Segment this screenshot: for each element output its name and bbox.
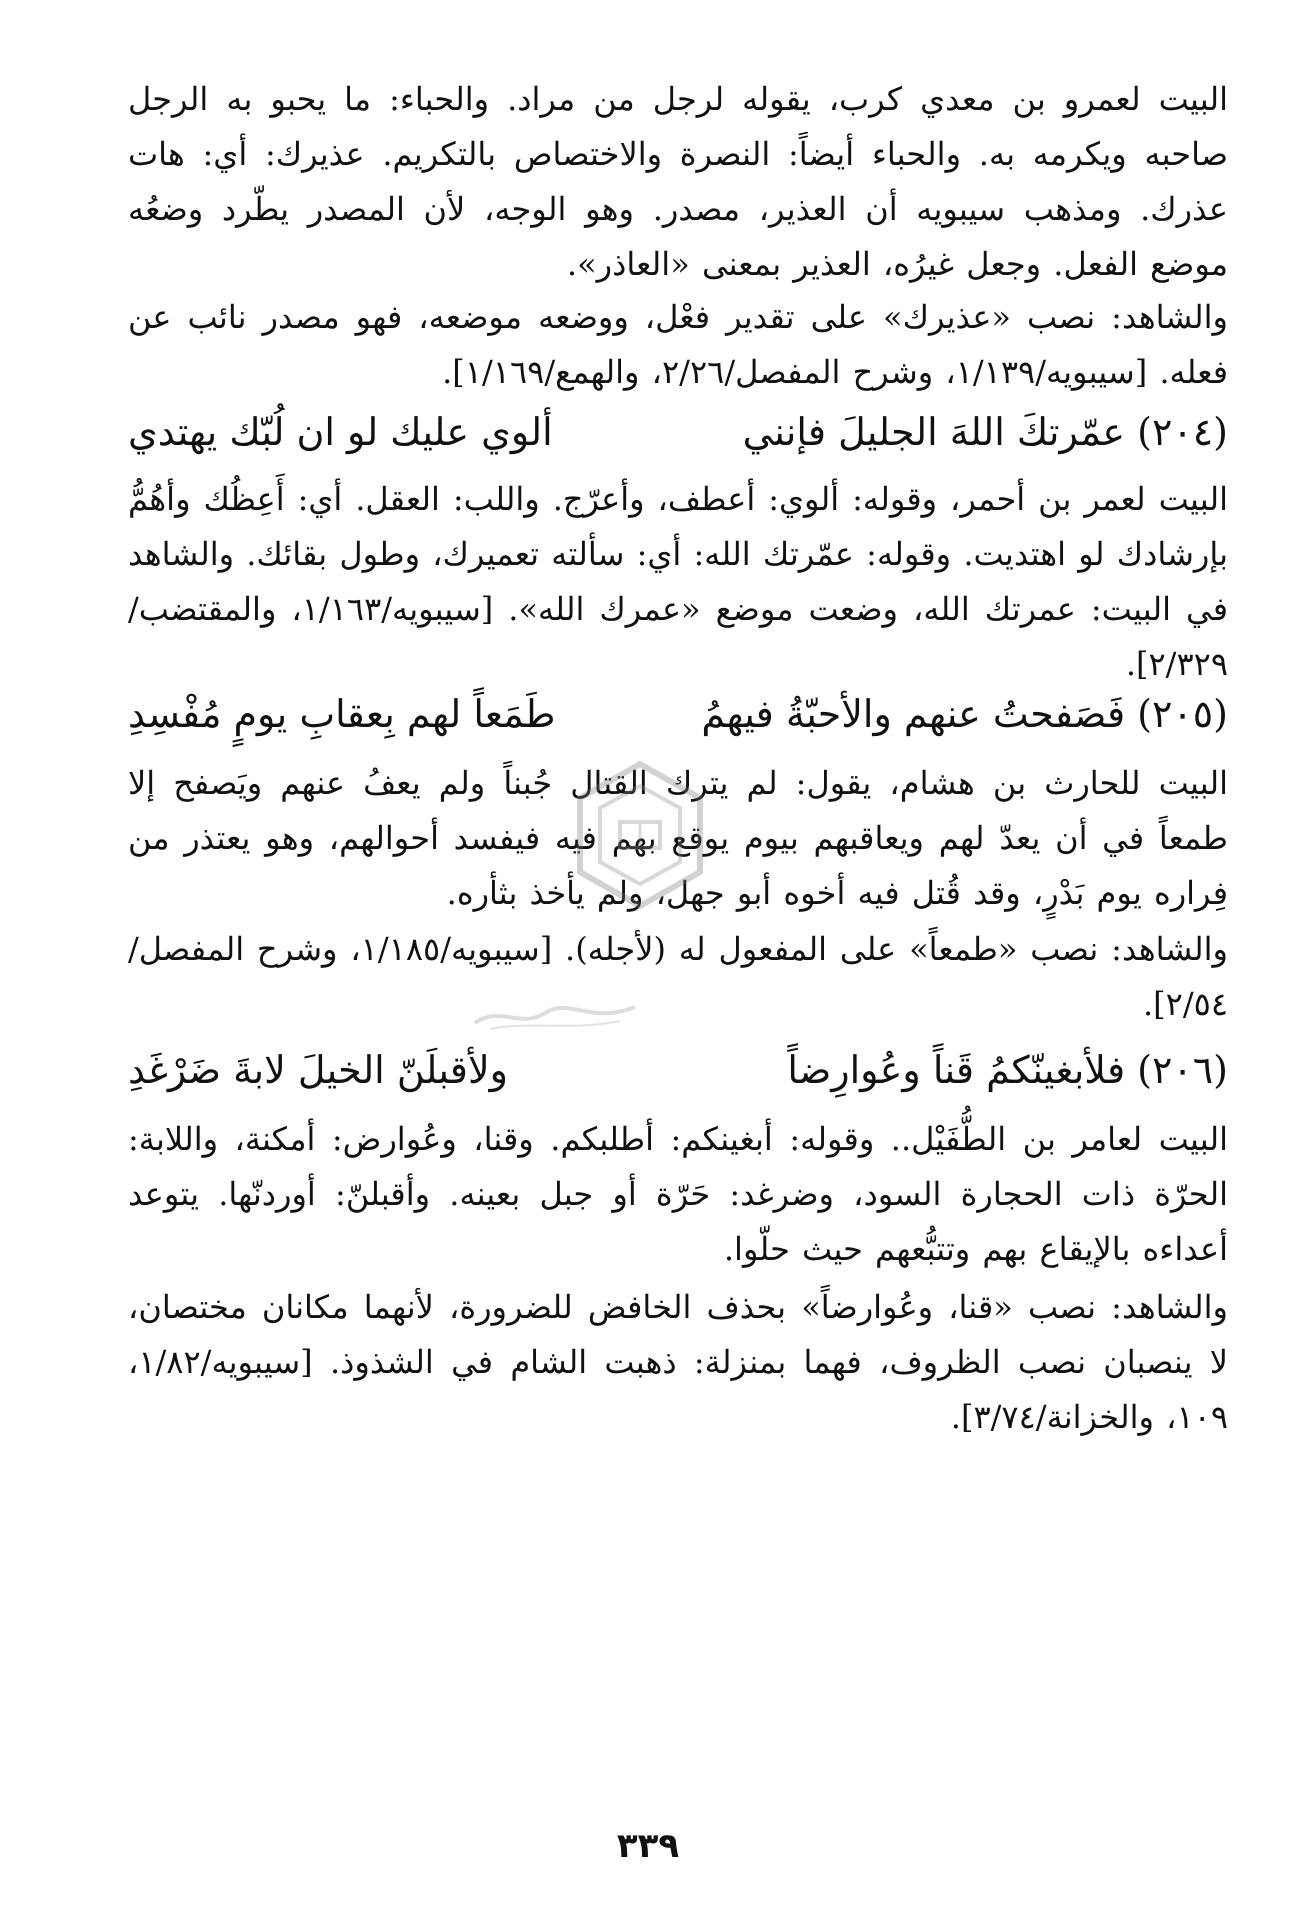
commentary-paragraph: البيت لعمرو بن معدي كرب، يقوله لرجل من مراد. والحباء: ما يحبو به الرجل صاحبه ويكرمه به. والحباء أيضاً: النصرة والاختصاص بالتكريم. عذيرك: أي: هات عذرك. ومذهب سيبويه أن العذير، مصدر. وهو الوجه، لأن المصدر يطّرد وضعُه موضع الفعل. وجعل غيرُه، العذير بمعنى «العاذر». xyxy=(128,80,1228,283)
commentary-paragraph: البيت لعامر بن الطُّفَيْل.. وقوله: أبغينكم: أطلبكم. وقنا، وعُوارض: أمكنة، واللابة: الحرّة ذات الحجارة السود، وضرغد: حَرّة أو جبل بعينه. وأقبلنّ: أوردنّها. يتوعد أعداءه بالإيقاع بهم وتتبُّعهم حيث حلّوا. xyxy=(128,1120,1229,1268)
text-block-7 xyxy=(128,1280,1228,1445)
verse-line xyxy=(128,684,1228,744)
watermark-seal-icon xyxy=(570,760,710,910)
commentary-paragraph: البيت لعمر بن أحمر، وقوله: ألوي: أعطف، وأعرّج. واللب: العقل. أي: أَعِظُك وأهُمُّ بإرشادك لو اهتديت. وقوله: عمّرتك الله: أي: سألته تعميرك، وطول بقائك. والشاهد في البيت: عمرتك الله، وضعت موضع «عمرك الله». [سيبويه/١/١٦٣، والمقتضب/٢/٣٢٩]. xyxy=(128,480,1229,683)
watermark-script-icon xyxy=(470,995,640,1035)
verse-first-hemistich-group xyxy=(701,684,1228,744)
verse-block-206 xyxy=(128,1040,1228,1100)
page-number: ٣٣٩ xyxy=(616,1826,680,1866)
verse-second-hemistich: طَمَعاً لهم بِعقابِ يومٍ مُفْسِدِ xyxy=(128,692,556,736)
verse-line xyxy=(128,1040,1228,1100)
text-block-6 xyxy=(128,1112,1228,1277)
verse-first-hemistich: فلأبغينّكمُ قَناً وعُوارِضاً xyxy=(787,1048,1126,1092)
text-block-1 xyxy=(128,72,1228,292)
verse-second-hemistich: ولأقبلَنّ الخيلَ لابةَ ضَرْغَدِ xyxy=(128,1048,508,1092)
verse-number: (٢٠٦) xyxy=(1137,1048,1228,1092)
evidence-paragraph: والشاهد: نصب «قنا، وعُوارضاً» بحذف الخافض للضرورة، لأنهما مكانان مختصان، لا ينصبان نصب الظروف، فهما بمنزلة: ذهبت الشام في الشذوذ. [سيبويه/١/٨٢، ١٠٩، والخزانة/٣/٧٤]. xyxy=(128,1288,1228,1436)
verse-number: (٢٠٥) xyxy=(1137,692,1228,736)
text-block-2 xyxy=(128,290,1228,400)
verse-block-205 xyxy=(128,684,1228,744)
verse-number: (٢٠٤) xyxy=(1137,410,1228,454)
verse-first-hemistich: عمّرتكَ اللهَ الجليلَ فإنني xyxy=(742,410,1126,454)
verse-second-hemistich: ألوي عليك لو ان لُبّك يهتدي xyxy=(128,410,553,454)
evidence-paragraph: والشاهد: نصب «عذيرك» على تقدير فعْل، ووضعه موضعه، فهو مصدر نائب عن فعله. [سيبويه/١/١٣٩، وشرح المفصل/٢/٢٦، والهمع/١/١٦٩]. xyxy=(128,298,1229,391)
verse-first-hemistich: فَصَفحتُ عنهم والأحبّةُ فيهمُ xyxy=(701,692,1126,736)
verse-first-hemistich-group xyxy=(787,1040,1228,1100)
verse-block-204 xyxy=(128,402,1228,462)
verse-line xyxy=(128,402,1228,462)
text-block-3 xyxy=(128,472,1228,692)
evidence-paragraph: والشاهد: نصب «طمعاً» على المفعول له (لأجله). [سيبويه/١/١٨٥، وشرح المفصل/٢/٥٤]. xyxy=(128,930,1229,1023)
commentary-paragraph: البيت للحارث بن هشام، يقول: لم يترك القتال جُبناً ولم يعفُ عنهم ويَصفح إلا طمعاً في أن يعدّ لهم ويعاقبهم بيوم يوقع بهم فيه فيفسد أحوالهم، وهو يعتذر من فِراره يوم بَدْرٍ، وقد قُتل فيه أخوه أبو جهل، ولم يأخذ بثأره. xyxy=(128,764,1229,912)
verse-first-hemistich-group xyxy=(743,402,1228,462)
text-block-5 xyxy=(128,922,1228,1032)
